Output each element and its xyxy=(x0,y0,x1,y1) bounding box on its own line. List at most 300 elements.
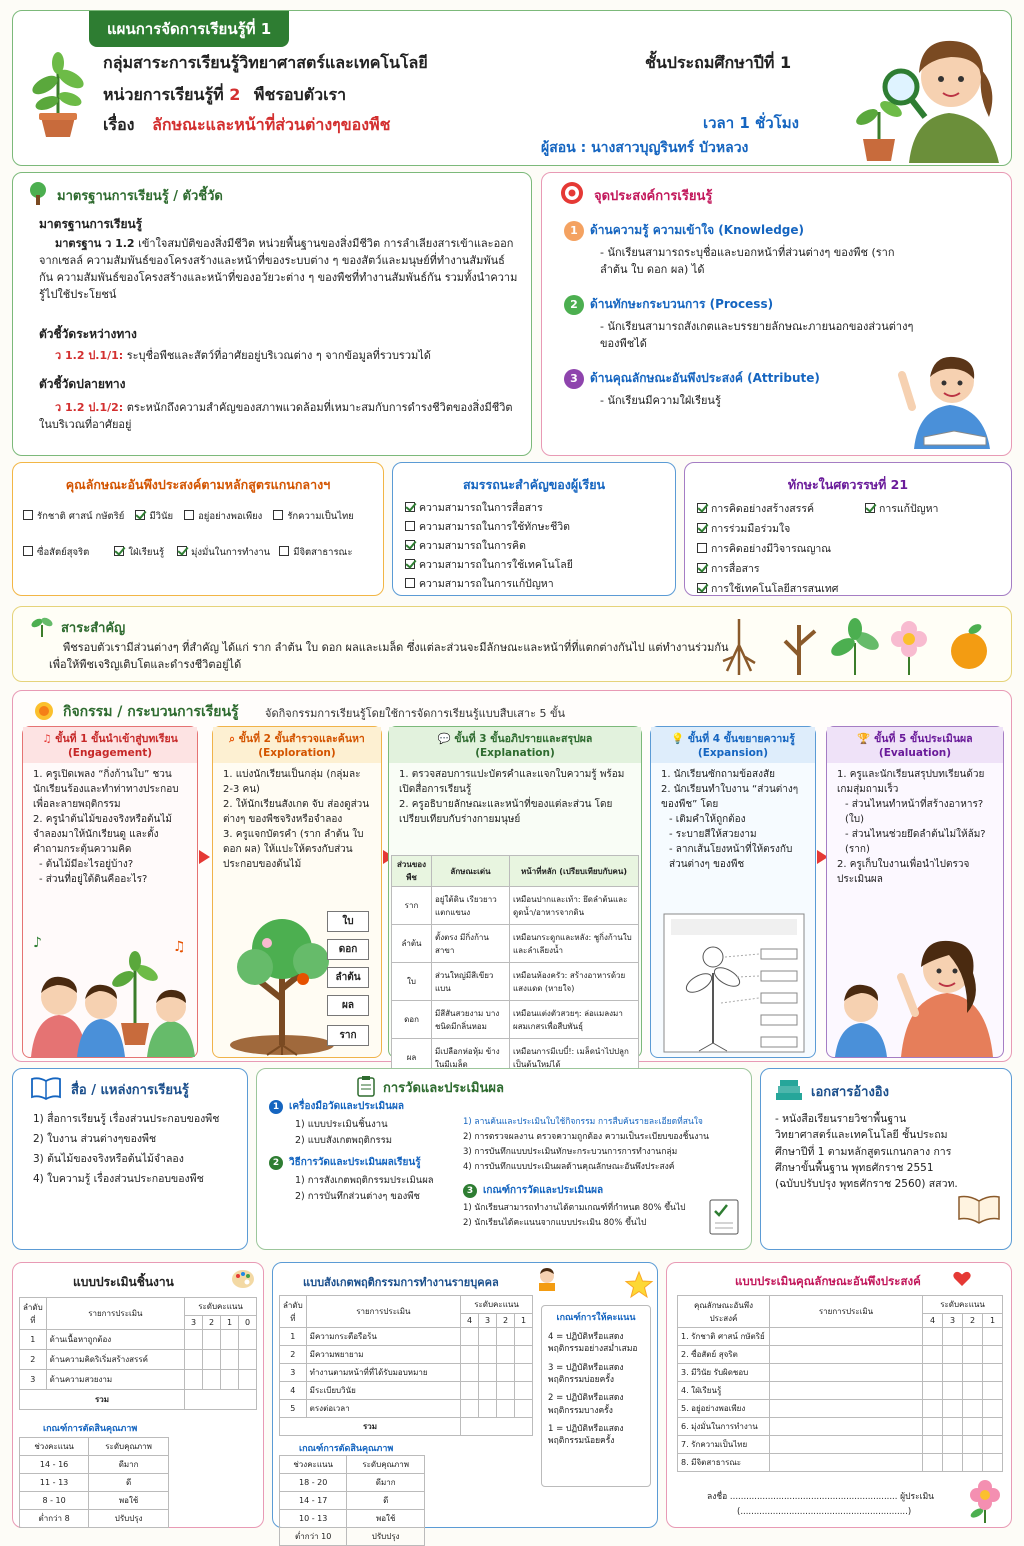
table-row xyxy=(392,1001,639,1039)
work-eval-table xyxy=(19,1297,257,1410)
sprout-icon xyxy=(31,615,53,637)
time-label: เวลา 1 ชั่วโมง xyxy=(703,114,799,132)
score-cell[interactable] xyxy=(943,1454,963,1472)
score-cell[interactable] xyxy=(497,1328,515,1346)
score-cell[interactable] xyxy=(479,1364,497,1382)
table-header: ลักษณะเด่น xyxy=(432,856,510,887)
table-cell: 10 - 13 xyxy=(280,1510,347,1528)
attribute-checkbox[interactable] xyxy=(23,547,89,558)
work-eval-title: แบบประเมินชิ้นงาน xyxy=(73,1275,174,1289)
step-phase: (Evaluation) xyxy=(878,747,952,760)
attribute-checkbox[interactable] xyxy=(184,511,262,522)
skill-item[interactable] xyxy=(697,499,838,519)
attribute-evaluation-panel xyxy=(666,1262,1012,1528)
score-cell[interactable] xyxy=(461,1328,479,1346)
score-cell[interactable] xyxy=(983,1364,1003,1382)
table-row xyxy=(678,1400,1003,1418)
score-cell[interactable] xyxy=(515,1346,533,1364)
table-header: คุณลักษณะอันพึงประสงค์ xyxy=(678,1296,770,1328)
score-cell[interactable] xyxy=(479,1382,497,1400)
score-cell[interactable] xyxy=(963,1346,983,1364)
table-header: รายการประเมิน xyxy=(306,1296,460,1328)
tree-icon xyxy=(27,181,49,205)
table-row xyxy=(20,1456,169,1474)
attribute-checkbox[interactable] xyxy=(273,511,354,522)
potted-plant-icon xyxy=(27,49,89,139)
table-cell: ทำงานตามหน้าที่ที่ได้รับมอบหมาย xyxy=(306,1364,460,1382)
plant-parts-illustration xyxy=(719,615,1005,677)
signature-line[interactable]: ลงชื่อ .............................................................. ผู้ประเมิน xyxy=(707,1492,934,1502)
assessment-panel xyxy=(256,1068,752,1250)
table-cell: ปรับปรุง xyxy=(89,1510,169,1528)
interim-indicator-code: ว 1.2 ป.1/1: xyxy=(55,349,124,362)
table-row xyxy=(280,1346,533,1364)
score-cell[interactable] xyxy=(923,1364,943,1382)
step-content xyxy=(827,763,1003,891)
table-cell: 2 xyxy=(20,1350,47,1370)
skill-label: การใช้เทคโนโลยีสารสนเทศ xyxy=(711,583,839,595)
score-criteria-item: 1 = ปฏิบัติหรือแสดงพฤติกรรมน้อยครั้ง xyxy=(548,1423,624,1447)
score-cell[interactable] xyxy=(221,1350,239,1370)
step-title: ขั้นที่ 2 ขั้นสำรวจและค้นหา xyxy=(238,733,365,745)
score-cell[interactable] xyxy=(923,1436,943,1454)
media-item: 2) ใบงาน ส่วนต่างๆของพืช xyxy=(33,1133,157,1145)
score-cell[interactable] xyxy=(923,1454,943,1472)
final-indicator-heading: ตัวชี้วัดปลายทาง xyxy=(39,377,126,391)
attribute-label: ซื่อสัตย์สุจริต xyxy=(37,547,90,558)
score-cell[interactable] xyxy=(983,1400,1003,1418)
attribute-checkbox[interactable] xyxy=(23,511,124,522)
table-header: หน้าที่หลัก (เปรียบเทียบกับคน) xyxy=(510,856,639,887)
checkbox-checked-icon xyxy=(865,503,875,513)
step-expansion xyxy=(650,726,816,1058)
attribute-checkbox[interactable] xyxy=(114,547,164,558)
media-panel xyxy=(12,1068,248,1250)
attribute-checkbox[interactable] xyxy=(177,547,270,558)
notes-cell[interactable] xyxy=(770,1364,923,1382)
table-row xyxy=(20,1370,257,1390)
tools-list xyxy=(295,1117,392,1149)
table-cell: 5. อยู่อย่างพอเพียง xyxy=(678,1400,770,1418)
score-cell[interactable] xyxy=(923,1418,943,1436)
level-header: 3 xyxy=(479,1314,497,1328)
svg-text:♪: ♪ xyxy=(33,935,42,951)
attribute-label: มุ่งมั่นในการทำงาน xyxy=(191,547,271,558)
checkbox-checked-icon xyxy=(697,503,707,513)
lightbulb-icon: 💡 xyxy=(671,733,688,745)
table-cell: ส่วนใหญ่มีสีเขียว แบน xyxy=(432,963,510,1001)
checkbox-icon xyxy=(279,546,289,556)
level-header: 2 xyxy=(963,1314,983,1328)
score-cell[interactable] xyxy=(497,1400,515,1418)
kid-with-book-icon xyxy=(535,1267,559,1291)
score-cell[interactable] xyxy=(983,1418,1003,1436)
score-cell[interactable] xyxy=(221,1330,239,1350)
competency-panel xyxy=(392,462,676,596)
table-cell: พอใช้ xyxy=(347,1510,425,1528)
clipboard-icon xyxy=(357,1075,375,1097)
skill-label: การคิดอย่างสร้างสรรค์ xyxy=(711,503,815,515)
table-cell: ดี xyxy=(347,1492,425,1510)
skill-label: การสื่อสาร xyxy=(711,563,760,575)
competency-item[interactable] xyxy=(405,537,573,556)
objectives-title: จุดประสงค์การเรียนรู้ xyxy=(594,189,713,204)
grade-label: ชั้นประถมศึกษาปีที่ 1 xyxy=(645,53,792,72)
score-cell[interactable] xyxy=(203,1350,221,1370)
subject-title: กลุ่มสาระการเรียนรู้วิทยาศาสตร์และเทคโนโลยี xyxy=(103,53,428,72)
step-line: - ส่วนไหนทำหน้าที่สร้างอาหาร? (ใบ) xyxy=(845,799,984,826)
tree-diagram-illustration xyxy=(227,909,337,1055)
interim-indicator xyxy=(55,347,525,364)
table-header: ลำดับที่ xyxy=(20,1298,47,1330)
attribute-row-2 xyxy=(23,545,352,560)
step-content xyxy=(23,763,197,891)
final-indicator-code: ว 1.2 ป.1/2: xyxy=(55,401,124,414)
competency-item[interactable] xyxy=(405,575,573,594)
attribute-checkbox[interactable] xyxy=(135,511,173,522)
signature-name-line[interactable]: (..............................................................) xyxy=(737,1507,912,1517)
plan-badge: แผนการจัดการเรียนรู้ที่ 1 xyxy=(89,11,289,47)
table-cell: ตรงต่อเวลา xyxy=(306,1400,460,1418)
checkbox-checked-icon xyxy=(697,563,707,573)
attribute-label: มีจิตสาธารณะ xyxy=(293,547,353,558)
score-cell[interactable] xyxy=(239,1350,257,1370)
notes-cell[interactable] xyxy=(770,1346,923,1364)
step-content xyxy=(651,763,815,876)
step-line: - ระบายสีให้สวยงาม xyxy=(669,829,757,841)
table-cell: มีความพยายาม xyxy=(306,1346,460,1364)
attribute-label: มีวินัย xyxy=(149,511,174,522)
skill-item[interactable] xyxy=(697,519,838,539)
method-detail: 3) การบันทึกแบบประเมินทักษะกระบวนการการทำงานกลุ่ม xyxy=(463,1147,678,1157)
leaves-icon xyxy=(828,618,882,675)
table-row xyxy=(678,1364,1003,1382)
table-row xyxy=(20,1350,257,1370)
step-phase: (Expansion) xyxy=(697,747,769,760)
tools-item: 2) แบบสังเกตพฤติกรรม xyxy=(295,1135,392,1146)
score-cell[interactable] xyxy=(497,1346,515,1364)
score-cell[interactable] xyxy=(983,1436,1003,1454)
score-cell[interactable] xyxy=(221,1370,239,1390)
score-cell[interactable] xyxy=(203,1330,221,1350)
girl-magnifier-illustration xyxy=(839,17,1009,163)
step-exploration xyxy=(212,726,382,1058)
word-card[interactable]: ราก xyxy=(327,1025,369,1046)
step-line: - ลากเส้นโยงหน้าที่ให้ตรงกับส่วนต่างๆ ของพืช xyxy=(669,844,793,871)
table-header: ระดับคุณภาพ xyxy=(89,1438,169,1456)
skill-item[interactable] xyxy=(697,539,838,559)
word-card[interactable]: ลำต้น xyxy=(327,967,369,988)
competency-label: ความสามารถในการแก้ปัญหา xyxy=(419,578,554,590)
table-cell: พอใช้ xyxy=(89,1492,169,1510)
topic-prefix: เรื่อง xyxy=(103,115,135,134)
flower-icon xyxy=(967,1481,1003,1523)
step-header xyxy=(827,727,1003,763)
total-cell[interactable] xyxy=(185,1390,257,1410)
step-line: 2. ให้นักเรียนสังเกต จับ ส่องดูส่วนต่างๆ ของพืชจริงหรือจำลอง xyxy=(223,799,370,826)
table-cell: 4 xyxy=(280,1382,307,1400)
score-cell[interactable] xyxy=(497,1382,515,1400)
table-header: ระดับคะแนน xyxy=(185,1298,257,1316)
table-cell: 1 xyxy=(280,1328,307,1346)
plant-parts-table xyxy=(391,855,639,1077)
total-cell[interactable] xyxy=(461,1418,533,1436)
medal-icon xyxy=(33,699,55,721)
score-cell[interactable] xyxy=(963,1364,983,1382)
table-header: รายการประเมิน xyxy=(46,1298,184,1330)
references-title: เอกสารอ้างอิง xyxy=(811,1085,889,1100)
notes-cell[interactable] xyxy=(770,1436,923,1454)
objectives-panel xyxy=(541,172,1012,456)
skill-item[interactable] xyxy=(697,559,838,579)
topic-line xyxy=(103,113,391,138)
star-icon xyxy=(625,1271,653,1299)
table-cell: มีระเบียบวินัย xyxy=(306,1382,460,1400)
score-cell[interactable] xyxy=(963,1400,983,1418)
standard-code: มาตรฐาน ว 1.2 xyxy=(55,237,135,250)
table-row xyxy=(20,1492,169,1510)
table-row xyxy=(392,925,639,963)
skill-item[interactable] xyxy=(865,499,938,519)
table-cell: ด้านเนื้อหาถูกต้อง xyxy=(46,1330,184,1350)
competency-item[interactable] xyxy=(405,556,573,575)
heart-icon xyxy=(953,1271,971,1287)
unit-prefix: หน่วยการเรียนรู้ที่ xyxy=(103,85,224,104)
tools-item: 1) แบบประเมินชิ้นงาน xyxy=(295,1119,388,1130)
skill-item[interactable] xyxy=(697,579,838,599)
notes-cell[interactable] xyxy=(770,1400,923,1418)
score-cell[interactable] xyxy=(479,1400,497,1418)
score-cell[interactable] xyxy=(943,1382,963,1400)
standards-title: มาตรฐานการเรียนรู้ / ตัวชี้วัด xyxy=(57,189,223,204)
standard-description: เข้าใจสมบัติของสิ่งมีชีวิต หน่วยพื้นฐานของสิ่งมีชีวิต การลำเลียงสารเข้าและออกจากเซลล์ ความสัมพันธ์ของโครงสร้างและหน้าที่ของระบบต่าง ๆ ของสัตว์และมนุษย์ที่ทำงานสัมพันธ์กัน ความสัมพันธ์ของโครงสร้างและหน้าที่ของอวัยวะต่าง ๆ ของพืชที่ทำงานสัมพันธ์กัน รวมทั้งนำความรู้ไปใช้ประโยชน์ xyxy=(39,237,518,302)
table-header: ระดับคุณภาพ xyxy=(347,1456,425,1474)
magnifier-icon: ⌕ xyxy=(229,733,239,745)
score-cell[interactable] xyxy=(923,1328,943,1346)
table-row xyxy=(280,1474,425,1492)
score-cell[interactable] xyxy=(923,1400,943,1418)
score-cell[interactable] xyxy=(923,1346,943,1364)
table-cell: ต่ำกว่า 8 xyxy=(20,1510,89,1528)
level-header: 1 xyxy=(983,1314,1003,1328)
score-cell[interactable] xyxy=(983,1454,1003,1472)
score-cell[interactable] xyxy=(983,1346,1003,1364)
table-cell: อยู่ใต้ดิน เรียวยาวแตกแขนง xyxy=(432,887,510,925)
objective-text: - นักเรียนสามารถระบุชื่อและบอกหน้าที่ส่วนต่างๆ ของพืช (ราก ลำต้น ใบ ดอก ผล) ได้ xyxy=(600,246,895,277)
table-cell: ต่ำกว่า 10 xyxy=(280,1528,347,1546)
word-card[interactable]: ดอก xyxy=(327,939,369,960)
score-cell[interactable] xyxy=(983,1382,1003,1400)
table-cell: 1 xyxy=(20,1330,47,1350)
table-cell: เหมือนแต่งตัวสวยๆ: ล่อแมลงมาผสมเกสรเพื่อสืบพันธุ์ xyxy=(510,1001,639,1039)
checkbox-icon xyxy=(23,546,33,556)
media-list xyxy=(33,1109,219,1189)
table-cell: 11 - 13 xyxy=(20,1474,89,1492)
skills21-list xyxy=(697,499,838,599)
score-cell[interactable] xyxy=(185,1330,203,1350)
level-header: 4 xyxy=(923,1314,943,1328)
score-cell[interactable] xyxy=(497,1364,515,1382)
standards-panel xyxy=(12,172,532,456)
table-row xyxy=(280,1328,533,1346)
score-cell[interactable] xyxy=(983,1328,1003,1346)
table-cell: มีสีสันสวยงาม บางชนิดมีกลิ่นหอม xyxy=(432,1001,510,1039)
table-cell: ด้านความคิดริเริ่มสร้างสรรค์ xyxy=(46,1350,184,1370)
svg-text:♫: ♫ xyxy=(173,939,186,955)
table-cell: ปรับปรุง xyxy=(347,1528,425,1546)
media-item: 1) สื่อการเรียนรู้ เรื่องส่วนประกอบของพืช xyxy=(33,1113,220,1125)
score-cell[interactable] xyxy=(943,1418,963,1436)
checkbox-icon xyxy=(405,521,415,531)
score-cell[interactable] xyxy=(461,1364,479,1382)
notes-cell[interactable] xyxy=(770,1328,923,1346)
worksheet-illustration xyxy=(663,913,805,1053)
attribute-checkbox[interactable] xyxy=(279,547,352,558)
competency-item[interactable] xyxy=(405,518,573,537)
work-crit-title: เกณฑ์การตัดสินคุณภาพ xyxy=(43,1424,138,1434)
method-details-list xyxy=(463,1115,747,1175)
trophy-icon: 🏆 xyxy=(857,733,875,745)
word-card[interactable]: ผล xyxy=(327,995,369,1016)
score-cell[interactable] xyxy=(461,1400,479,1418)
score-cell[interactable] xyxy=(963,1382,983,1400)
table-row xyxy=(280,1364,533,1382)
notes-cell[interactable] xyxy=(770,1418,923,1436)
step-title: ขั้นที่ 1 ขั้นนำเข้าสู่บทเรียน xyxy=(55,733,178,745)
score-cell[interactable] xyxy=(923,1382,943,1400)
skill-label: การคิดอย่างมีวิจารณญาณ xyxy=(711,543,832,555)
score-cell[interactable] xyxy=(203,1370,221,1390)
behavior-eval-title: แบบสังเกตพฤติกรรมการทำงานรายบุคคล xyxy=(303,1276,499,1289)
level-header: 1 xyxy=(515,1314,533,1328)
table-row xyxy=(392,887,639,925)
behavior-eval-table xyxy=(279,1295,533,1436)
objective-number: 2 xyxy=(564,295,584,315)
score-cell[interactable] xyxy=(963,1328,983,1346)
checkbox-checked-icon xyxy=(405,559,415,569)
step-title: ขั้นที่ 3 ขั้นอภิปรายและสรุปผล xyxy=(454,733,593,745)
step-phase: (Engagement) xyxy=(67,747,153,760)
checkbox-icon xyxy=(273,510,283,520)
score-cell[interactable] xyxy=(943,1364,963,1382)
score-cell[interactable] xyxy=(185,1350,203,1370)
competency-label: ความสามารถในการใช้ทักษะชีวิต xyxy=(419,521,570,533)
checkbox-checked-icon xyxy=(697,523,707,533)
attribute-label: รักความเป็นไทย xyxy=(287,511,354,522)
score-cell[interactable] xyxy=(963,1454,983,1472)
interim-indicator-text: ระบุชื่อพืชและสัตว์ที่อาศัยอยู่บริเวณต่าง ๆ จากข้อมูลที่รวบรวมได้ xyxy=(126,349,431,362)
total-label: รวม xyxy=(280,1418,461,1436)
behavior-crit-table xyxy=(279,1455,425,1546)
table-cell: 4. ใฝ่เรียนรู้ xyxy=(678,1382,770,1400)
score-cell[interactable] xyxy=(461,1382,479,1400)
behavior-crit-title: เกณฑ์การตัดสินคุณภาพ xyxy=(299,1444,394,1454)
step-line: 2. ครูเก็บใบงานเพื่อนำไปตรวจประเมินผล xyxy=(837,859,970,886)
topic-name: ลักษณะและหน้าที่ส่วนต่างๆของพืช xyxy=(152,115,391,134)
table-cell: 8. มีจิตสาธารณะ xyxy=(678,1454,770,1472)
table-row xyxy=(280,1400,533,1418)
score-cell[interactable] xyxy=(185,1370,203,1390)
interim-indicator-heading: ตัวชี้วัดระหว่างทาง xyxy=(39,327,137,341)
level-header: 3 xyxy=(185,1316,203,1330)
table-row xyxy=(678,1382,1003,1400)
notes-cell[interactable] xyxy=(770,1382,923,1400)
table-cell: เหมือนห้องครัว: สร้างอาหารด้วยแสงแดด (หายใจ) xyxy=(510,963,639,1001)
table-row xyxy=(20,1390,257,1410)
score-criteria-item: 3 = ปฏิบัติหรือแสดงพฤติกรรมบ่อยครั้ง xyxy=(548,1362,624,1385)
method-detail: 2) การตรวจผลงาน ตรวจความถูกต้อง ความเป็นระเบียบของชิ้นงาน xyxy=(463,1132,709,1142)
method-detail: 4) การบันทึกแบบประเมินผลด้านคุณลักษณะอันพึงประสงค์ xyxy=(463,1162,675,1172)
unit-name: พืชรอบตัวเรา xyxy=(253,85,347,104)
table-row xyxy=(678,1454,1003,1472)
chat-bubble-icon: 💬 xyxy=(437,733,455,745)
score-criteria-item: 4 = ปฏิบัติหรือแสดงพฤติกรรมอย่างสม่ำเสมอ xyxy=(548,1332,638,1355)
table-cell: 18 - 20 xyxy=(280,1474,347,1492)
checkbox-checked-icon xyxy=(114,546,124,556)
score-cell[interactable] xyxy=(943,1436,963,1454)
score-cell[interactable] xyxy=(515,1364,533,1382)
step-evaluation xyxy=(826,726,1004,1058)
score-cell[interactable] xyxy=(943,1328,963,1346)
notes-cell[interactable] xyxy=(770,1454,923,1472)
table-cell: ดีมาก xyxy=(89,1456,169,1474)
table-row xyxy=(678,1418,1003,1436)
score-cell[interactable] xyxy=(963,1436,983,1454)
score-criteria-item: 2 = ปฏิบัติหรือแสดงพฤติกรรมบางครั้ง xyxy=(548,1393,624,1416)
table-cell: 3 xyxy=(20,1370,47,1390)
score-cell[interactable] xyxy=(515,1400,533,1418)
score-cell[interactable] xyxy=(515,1328,533,1346)
score-cell[interactable] xyxy=(461,1346,479,1364)
essence-panel xyxy=(12,606,1012,682)
score-cell[interactable] xyxy=(943,1400,963,1418)
score-cell[interactable] xyxy=(515,1382,533,1400)
table-cell: เหมือนปากและเท้า: ยึดลำต้นและดูดน้ำ/อาหารจากดิน xyxy=(510,887,639,925)
step-header xyxy=(213,727,381,763)
step-header xyxy=(389,727,641,763)
stem-icon xyxy=(785,625,815,675)
score-cell[interactable] xyxy=(963,1418,983,1436)
table-row xyxy=(280,1528,425,1546)
level-header: 0 xyxy=(239,1316,257,1330)
score-cell[interactable] xyxy=(479,1346,497,1364)
competency-title: สมรรถนะสำคัญของผู้เรียน xyxy=(462,477,606,492)
unit-line xyxy=(103,83,346,108)
level-header: 2 xyxy=(497,1314,515,1328)
competency-item[interactable] xyxy=(405,499,573,518)
criteria-heading-text: เกณฑ์การวัดและประเมินผล xyxy=(483,1185,604,1196)
score-criteria-title: เกณฑ์การให้คะแนน xyxy=(556,1313,636,1323)
attr-eval-title: แบบประเมินคุณลักษณะอันพึงประสงค์ xyxy=(735,1274,921,1288)
roots-icon xyxy=(723,619,755,675)
table-row xyxy=(280,1418,533,1436)
score-cell[interactable] xyxy=(479,1328,497,1346)
tools-heading-text: เครื่องมือวัดและประเมินผล xyxy=(289,1101,404,1112)
table-cell: มีความกระตือรือร้น xyxy=(306,1328,460,1346)
word-card[interactable]: ใบ xyxy=(327,911,369,932)
attribute-label: อยู่อย่างพอเพียง xyxy=(198,511,263,522)
score-cell[interactable] xyxy=(943,1346,963,1364)
competency-label: ความสามารถในการคิด xyxy=(419,540,526,552)
score-cell[interactable] xyxy=(239,1330,257,1350)
objective-number: 3 xyxy=(564,369,584,389)
table-cell: มีเปลือกห่อหุ้ม ข้างในมีเมล็ด xyxy=(432,1039,510,1077)
score-cell[interactable] xyxy=(239,1370,257,1390)
step-content xyxy=(389,763,641,831)
objective-text: - นักเรียนสามารถสังเกตและบรรยายลักษณะภายนอกของส่วนต่างๆ ของพืชได้ xyxy=(600,320,914,351)
level-header: 3 xyxy=(943,1314,963,1328)
unit-number: 2 xyxy=(229,85,241,104)
